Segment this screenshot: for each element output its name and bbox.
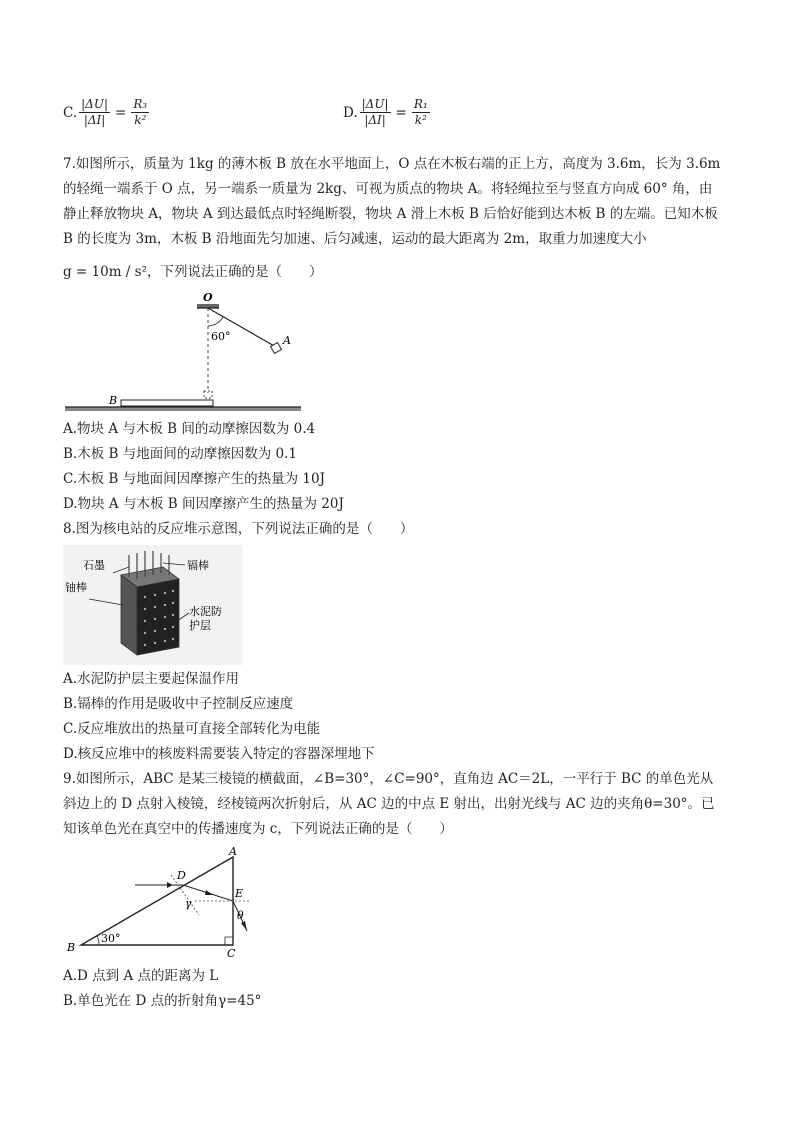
q8-option-b: B.镉棒的作用是吸收中子控制反应速度 — [63, 696, 294, 712]
angle-arc — [208, 317, 223, 326]
label-graphite: 石墨 — [83, 559, 105, 572]
option-label: C. — [63, 104, 78, 121]
right-angle-mark — [225, 937, 233, 945]
q9-prism-figure — [63, 845, 253, 960]
label-cement-2: 护层 — [189, 619, 211, 632]
label-E: E — [235, 887, 244, 900]
q6-option-c: C. $\frac{|\Delta U|}{|\Delta I|}$ = $\frac{\text{R₃}}{\text{k²}}$ — [63, 97, 148, 127]
label-cadmium: 镉棒 — [187, 559, 209, 572]
q8-stem: 8.图为核电站的反应堆示意图，下列说法正确的是（ ） — [63, 521, 414, 537]
label-a: A — [283, 334, 291, 347]
fraction-rhs: $\frac{\text{R₁}}{\text{k²}}$ — [413, 97, 428, 127]
fraction-rhs: $\frac{\text{R₃}}{\text{k²}}$ — [133, 97, 148, 127]
q9-stem-line3: 知该单色光在真空中的传播速度为 c，下列说法正确的是（ ） — [63, 821, 453, 837]
q6-option-d: D. $\frac{|\Delta U|}{|\Delta I|}$ = $\frac{\text{R₁}}{\text{k²}}$ — [343, 97, 428, 127]
q8-option-d: D.核反应堆中的核废料需要装入特定的容器深埋地下 — [63, 746, 375, 762]
label-theta: θ — [237, 909, 244, 922]
core-left — [121, 575, 137, 655]
q7-option-b: B.木板 B 与地面间的动摩擦因数为 0.1 — [63, 446, 297, 462]
q7-stem-line2: 的轻绳一端系于 O 点，另一端系一质量为 2kg、可视为质点的物块 A。将轻绳拉至与竖直方向成 60° 角，由 — [63, 181, 713, 197]
q7-option-c: C.木板 B 与地面间因摩擦产生的热量为 10J — [63, 471, 326, 487]
q9-option-a: A.D 点到 A 点的距离为 L — [63, 968, 219, 984]
q7-stem-line4: B 的长度为 3m，木板 B 沿地面先匀加速、后匀减速，运动的最大距离为 2m，取重力加速度大小 — [63, 231, 647, 247]
ground — [65, 407, 301, 411]
q7-stem-line3: 静止释放物块 A，物块 A 到达最低点时轻绳断裂，物块 A 滑上木板 B 后恰好能到达木板 B 的左端。已知木板 — [63, 206, 718, 222]
q9-stem-line2: 斜边上的 D 点射入棱镜，经棱镜两次折射后，从 AC 边的中点 E 射出，出射光线与 AC 边的夹角θ=30°。已 — [63, 796, 715, 812]
label-30: 30° — [101, 932, 121, 945]
board-b — [121, 400, 213, 406]
option-label: D. — [343, 104, 358, 121]
q8-option-a: A.水泥防护层主要起保温作用 — [63, 671, 240, 687]
angle-b-arc — [97, 936, 99, 945]
label-cement-1: 水泥防 — [189, 605, 222, 618]
label-b: B — [109, 394, 118, 407]
label-D: D — [177, 869, 186, 882]
label-uranium: 铀棒 — [65, 581, 87, 594]
ceiling-hatch — [197, 304, 219, 308]
fraction-lhs: $\frac{|\Delta U|}{|\Delta I|}$ — [361, 97, 389, 127]
q7-option-d: D.物块 A 与木板 B 间因摩擦产生的热量为 20J — [63, 496, 344, 512]
q9-stem-line1: 9.如图所示，ABC 是某三棱镜的横截面，∠B=30°，∠C=90°，直角边 AC＝2L，一平行于 BC 的单色光从 — [63, 771, 714, 787]
label-A: A — [229, 845, 237, 858]
q8-reactor-figure — [63, 545, 243, 665]
incident-arrow — [167, 882, 173, 888]
label-B: B — [67, 941, 76, 954]
label-gamma: γ — [185, 897, 192, 910]
q7-stem-line5: g = 10m / s²，下列说法正确的是（ ） — [63, 264, 323, 280]
q7-option-a: A.物块 A 与木板 B 间的动摩擦因数为 0.4 — [63, 421, 316, 437]
q9-option-b: B.单色光在 D 点的折射角γ=45° — [63, 993, 262, 1009]
refracted-arrow — [205, 890, 213, 895]
fraction-lhs: $\frac{|\Delta U|}{|\Delta I|}$ — [81, 97, 109, 127]
label-60: 60° — [211, 330, 231, 343]
q7-pendulum-figure — [63, 290, 303, 415]
exit-arrow — [241, 921, 247, 931]
label-o: O — [203, 291, 213, 304]
q8-option-c: C.反应堆放出的热量可直接全部转化为电能 — [63, 721, 321, 737]
label-C: C — [227, 947, 236, 960]
q7-stem-line1: 7.如图所示，质量为 1kg 的薄木板 B 放在水平地面上，O 点在木板右端的正上方，高度为 3.6m，长为 3.6m — [63, 156, 721, 172]
